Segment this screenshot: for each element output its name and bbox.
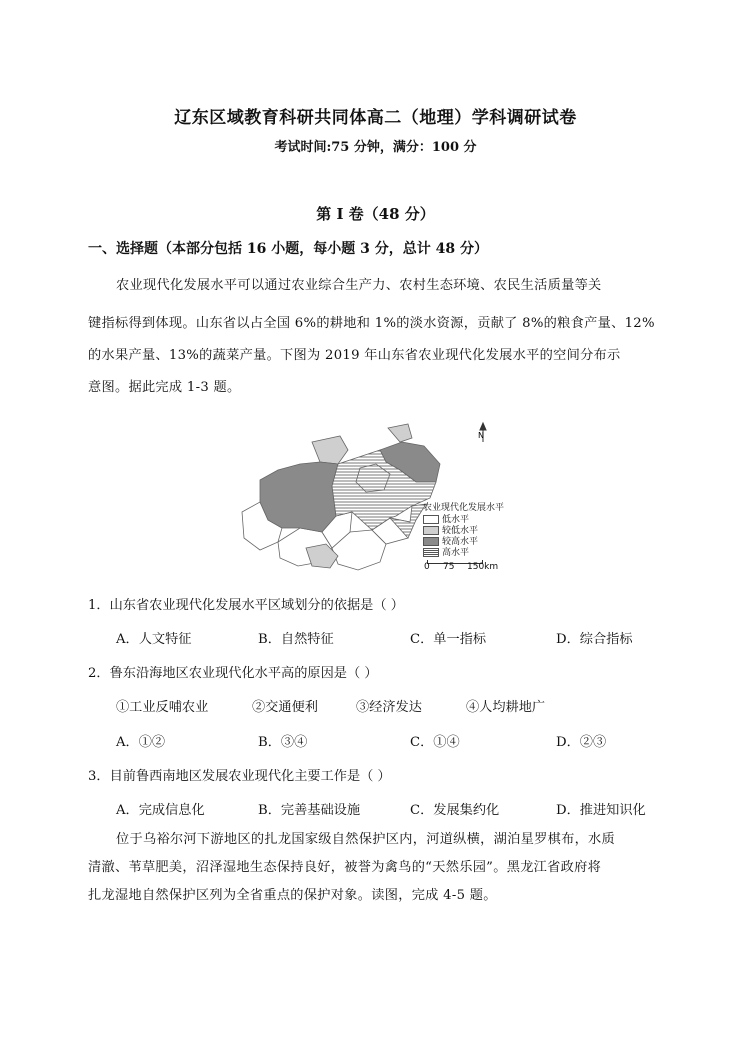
q1-option-b[interactable]: B．自然特征: [258, 632, 334, 647]
legend-label: 较高水平: [442, 537, 479, 547]
question-1-stem: 1．山东省农业现代化发展水平区域划分的依据是（ ）: [88, 598, 404, 613]
region-higher: [260, 462, 338, 532]
legend-label: 低水平: [442, 515, 470, 525]
passage2-line: 位于乌裕尔河下游地区的扎龙国家级自然保护区内，河道纵横，湖泊星罗棋布，水质: [116, 832, 616, 847]
question-3-stem: 3．目前鲁西南地区发展农业现代化主要工作是（ ）: [88, 769, 391, 784]
legend-swatch: [423, 548, 439, 557]
q2-statement-2: ②交通便利: [252, 700, 318, 715]
q1-option-c[interactable]: C．单一指标: [410, 632, 487, 647]
scale-label-75: 75: [443, 562, 455, 572]
legend-label: 高水平: [442, 548, 470, 558]
question-2-stem: 2．鲁东沿海地区农业现代化水平高的原因是（ ）: [88, 666, 378, 681]
q3-option-b[interactable]: B．完善基础设施: [258, 803, 361, 818]
passage1-line: 键指标得到体现。山东省以占全国 6%的耕地和 1%的淡水资源，贡献了 8%的粮食产量、12%: [88, 316, 655, 331]
exam-title: 辽东区域教育科研共同体高二（地理）学科调研试卷: [174, 108, 577, 128]
exam-time-info: 考试时间:75 分钟，满分：100 分: [274, 140, 477, 155]
q3-option-d[interactable]: D．推进知识化: [556, 803, 646, 818]
north-label: N: [478, 431, 484, 440]
legend-label: 较低水平: [442, 526, 479, 536]
region-lower: [388, 424, 412, 442]
scale-label-0: 0: [424, 562, 430, 572]
passage2-line: 清澈、苇草肥美，沼泽湿地生态保持良好，被誉为禽鸟的“天然乐园”。黑龙江省政府将: [88, 860, 602, 875]
q2-option-c[interactable]: C．①④: [410, 735, 460, 750]
legend-item-high: [423, 545, 469, 558]
scale-label-150: 150km: [467, 562, 499, 572]
section-title: 一、选择题（本部分包括 16 小题，每小题 3 分，总计 48 分）: [88, 241, 488, 257]
passage1-line: 的水果产量、13%的蔬菜产量。下图为 2019 年山东省农业现代化发展水平的空间分布示: [88, 348, 621, 363]
region-lower: [312, 436, 348, 464]
q3-option-a[interactable]: A．完成信息化: [116, 803, 205, 818]
passage2-line: 扎龙湿地自然保护区列为全省重点的保护对象。读图，完成 4-5 题。: [88, 888, 497, 903]
passage1-line: 意图。据此完成 1-3 题。: [88, 380, 241, 395]
q2-option-b[interactable]: B．③④: [258, 735, 308, 750]
q2-statement-1: ①工业反哺农业: [116, 700, 209, 715]
q2-option-a[interactable]: A．①②: [116, 735, 166, 750]
volume-title: 第 I 卷（48 分）: [316, 205, 435, 223]
q2-statement-3: ③经济发达: [356, 700, 422, 715]
passage1-line: 农业现代化发展水平可以通过农业综合生产力、农村生态环境、农民生活质量等关: [116, 278, 602, 293]
map-legend: [423, 500, 515, 578]
shandong-map-figure: [240, 420, 515, 580]
q2-option-d[interactable]: D．②③: [556, 735, 607, 750]
q1-option-d[interactable]: D．综合指标: [556, 632, 633, 647]
q2-statement-4: ④人均耕地广: [466, 700, 546, 715]
q1-option-a[interactable]: A．人文特征: [116, 632, 192, 647]
legend-title: 农业现代化发展水平: [423, 503, 505, 513]
q3-option-c[interactable]: C．发展集约化: [410, 803, 500, 818]
